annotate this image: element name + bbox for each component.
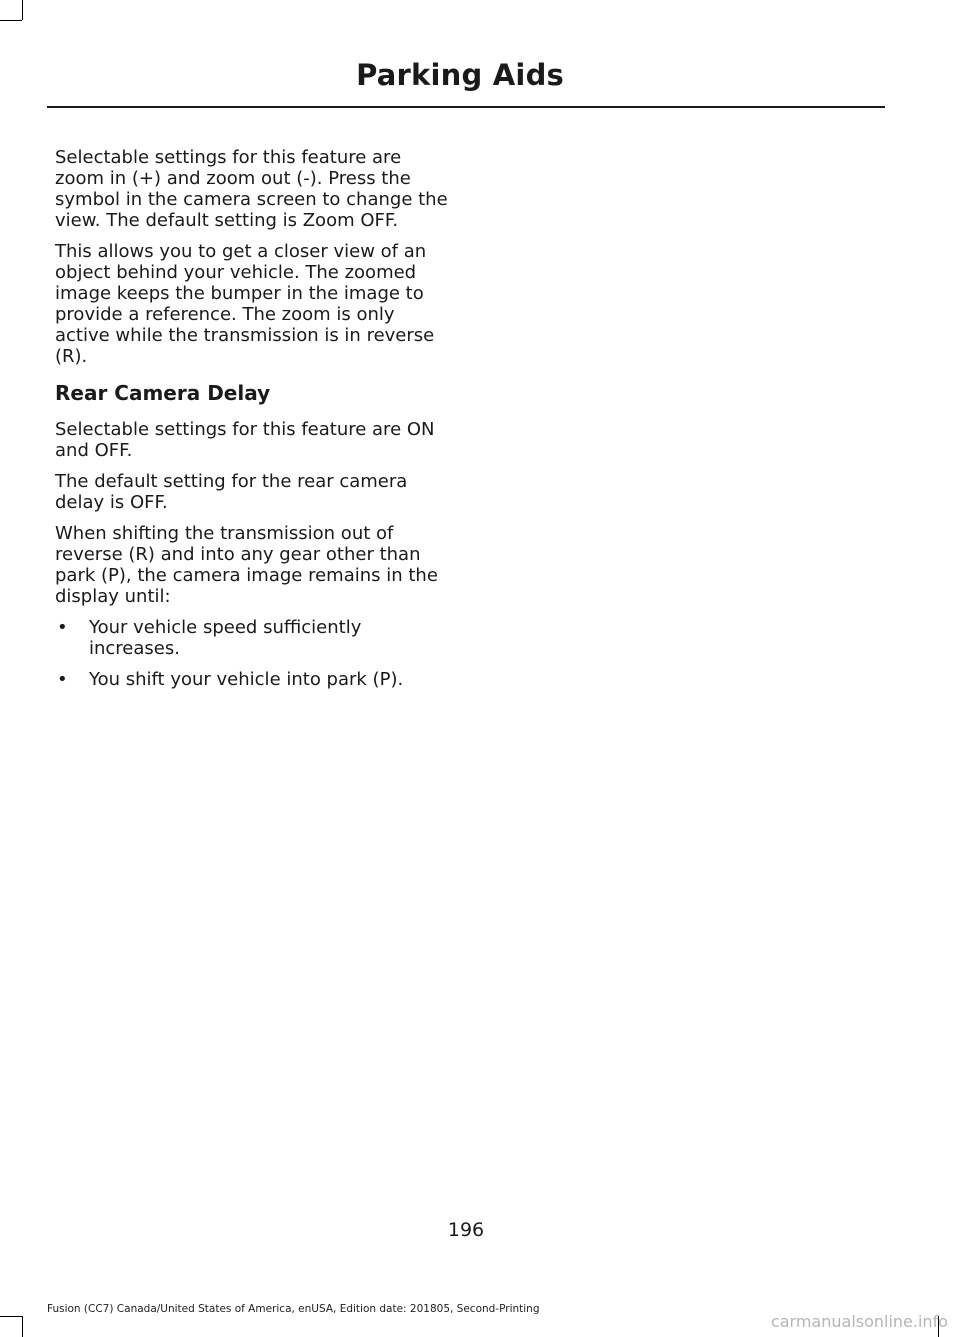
crop-mark-bottom-left-vertical bbox=[22, 1316, 23, 1337]
bullet-glyph: • bbox=[57, 669, 68, 690]
page-number: 196 bbox=[447, 1219, 485, 1241]
list-item-text: Your vehicle speed sufficiently increases. bbox=[89, 617, 362, 659]
list-item bbox=[55, 617, 450, 659]
bullet-list bbox=[55, 617, 450, 690]
paragraph-delay-shifting: When shifting the transmission out of reverse (R) and into any gear other than park (P), the camera image remains in the display until: bbox=[55, 523, 438, 607]
header-divider bbox=[47, 106, 885, 108]
paragraph-delay-default: The default setting for the rear camera delay is OFF. bbox=[55, 471, 408, 513]
main-content bbox=[55, 147, 450, 700]
section-heading-rear-camera-delay: Rear Camera Delay bbox=[55, 381, 271, 405]
bullet-glyph: • bbox=[57, 617, 68, 638]
list-item-text: You shift your vehicle into park (P). bbox=[89, 669, 404, 690]
page-title: Parking Aids bbox=[356, 58, 564, 92]
paragraph-zoom-description: This allows you to get a closer view of an object behind your vehicle. The zoomed image keeps the bumper in the image to provide a reference. The zoom is only active while the transmission is in reverse (R). bbox=[55, 241, 435, 367]
crop-mark-top-left-horizontal bbox=[0, 20, 22, 21]
crop-mark-top-left-vertical bbox=[22, 0, 23, 20]
watermark: carmanualsonline.info bbox=[770, 1312, 948, 1331]
crop-mark-bottom-left-horizontal bbox=[0, 1316, 22, 1317]
paragraph-delay-settings: Selectable settings for this feature are ON and OFF. bbox=[55, 419, 435, 461]
paragraph-zoom-settings: Selectable settings for this feature are zoom in (+) and zoom out (-). Press the symbol in the camera screen to change the view. The default setting is Zoom OFF. bbox=[55, 147, 448, 231]
footer-edition-info: Fusion (CC7) Canada/United States of America, enUSA, Edition date: 201805, Second-Printing bbox=[47, 1303, 540, 1315]
list-item bbox=[55, 669, 450, 690]
